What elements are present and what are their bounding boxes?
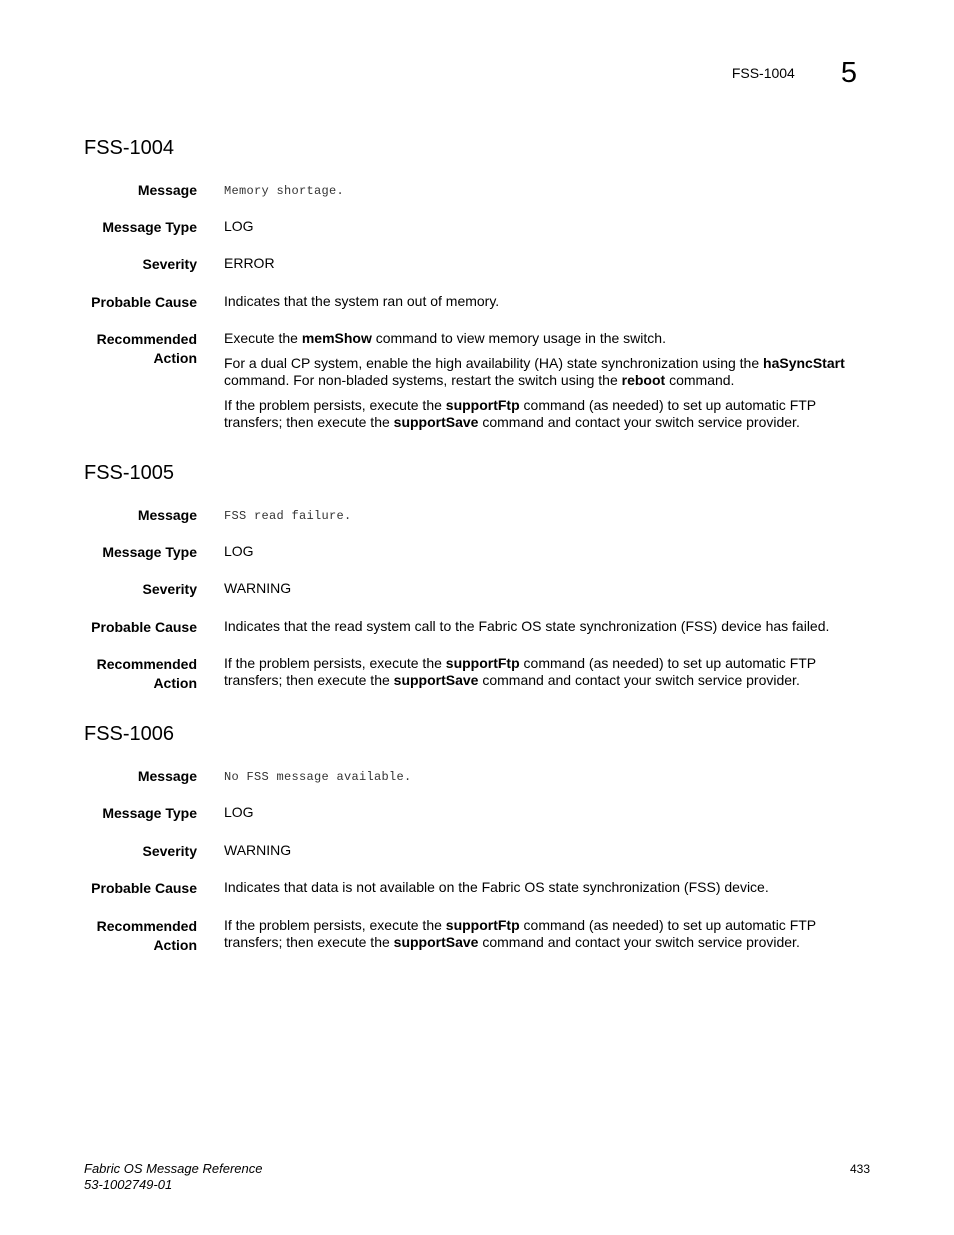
label-severity: Severity xyxy=(142,581,197,597)
label-message-type: Message Type xyxy=(102,219,197,235)
label-message: Message xyxy=(137,768,197,784)
footer-page-number: 433 xyxy=(849,1162,870,1176)
value-recommended-action xyxy=(224,917,864,959)
footer-doc-title: Fabric OS Message Reference xyxy=(84,1161,263,1176)
running-header xyxy=(732,56,857,88)
label-message-type: Message Type xyxy=(102,544,197,560)
label-recommended: Recommended xyxy=(96,918,197,934)
value-message: FSS read failure. xyxy=(224,509,352,523)
value-severity: WARNING xyxy=(224,580,292,596)
label-recommended-action xyxy=(57,917,197,955)
page-footer xyxy=(84,1161,870,1193)
section-title: FSS-1005 xyxy=(84,462,175,484)
label-message: Message xyxy=(137,507,197,523)
value-message: No FSS message available. xyxy=(224,770,412,784)
label-probable-cause: Probable Cause xyxy=(91,619,197,635)
value-recommended-action xyxy=(224,655,864,697)
label-recommended-action xyxy=(57,655,197,693)
label-recommended: Recommended xyxy=(96,656,197,672)
label-severity: Severity xyxy=(142,843,197,859)
action-paragraph: If the problem persists, execute the supportFtp command (as needed) to set up automatic FTP transfers; then execute the supportSave command and contact your switch service provider. xyxy=(224,655,816,688)
section-title: FSS-1006 xyxy=(84,723,175,745)
label-severity: Severity xyxy=(142,256,197,272)
label-message-type: Message Type xyxy=(102,805,197,821)
action-paragraph: If the problem persists, execute the supportFtp command (as needed) to set up automatic FTP transfers; then execute the supportSave command and contact your switch service provider. xyxy=(224,917,816,950)
value-probable-cause: Indicates that data is not available on the Fabric OS state synchronization (FSS) device. xyxy=(224,879,769,895)
label-message: Message xyxy=(137,182,197,198)
value-message-type: LOG xyxy=(224,543,254,559)
value-message: Memory shortage. xyxy=(224,184,345,198)
chapter-number: 5 xyxy=(840,57,857,89)
action-paragraph: For a dual CP system, enable the high availability (HA) state synchronization using the haSyncStart command. For non-bladed systems, restart the switch using the reboot command. xyxy=(224,355,845,388)
value-probable-cause: Indicates that the system ran out of memory. xyxy=(224,293,500,309)
action-paragraph: If the problem persists, execute the supportFtp command (as needed) to set up automatic FTP transfers; then execute the supportSave command and contact your switch service provider. xyxy=(224,397,816,430)
label-probable-cause: Probable Cause xyxy=(91,294,197,310)
value-message-type: LOG xyxy=(224,218,254,234)
action-paragraph: Execute the memShow command to view memory usage in the switch. xyxy=(224,330,666,346)
label-action: Action xyxy=(153,350,197,366)
value-message-type: LOG xyxy=(224,804,254,820)
label-recommended: Recommended xyxy=(96,331,197,347)
header-message-ref: FSS-1004 xyxy=(731,65,795,81)
section-title: FSS-1004 xyxy=(84,137,175,159)
value-severity: ERROR xyxy=(224,255,275,271)
label-action: Action xyxy=(153,675,197,691)
value-probable-cause: Indicates that the read system call to the Fabric OS state synchronization (FSS) device has failed. xyxy=(224,618,830,634)
label-probable-cause: Probable Cause xyxy=(91,880,197,896)
value-recommended-action xyxy=(224,330,864,439)
footer-doc-number: 53-1002749-01 xyxy=(84,1177,173,1192)
label-action: Action xyxy=(153,937,197,953)
value-severity: WARNING xyxy=(224,842,292,858)
label-recommended-action xyxy=(57,330,197,368)
